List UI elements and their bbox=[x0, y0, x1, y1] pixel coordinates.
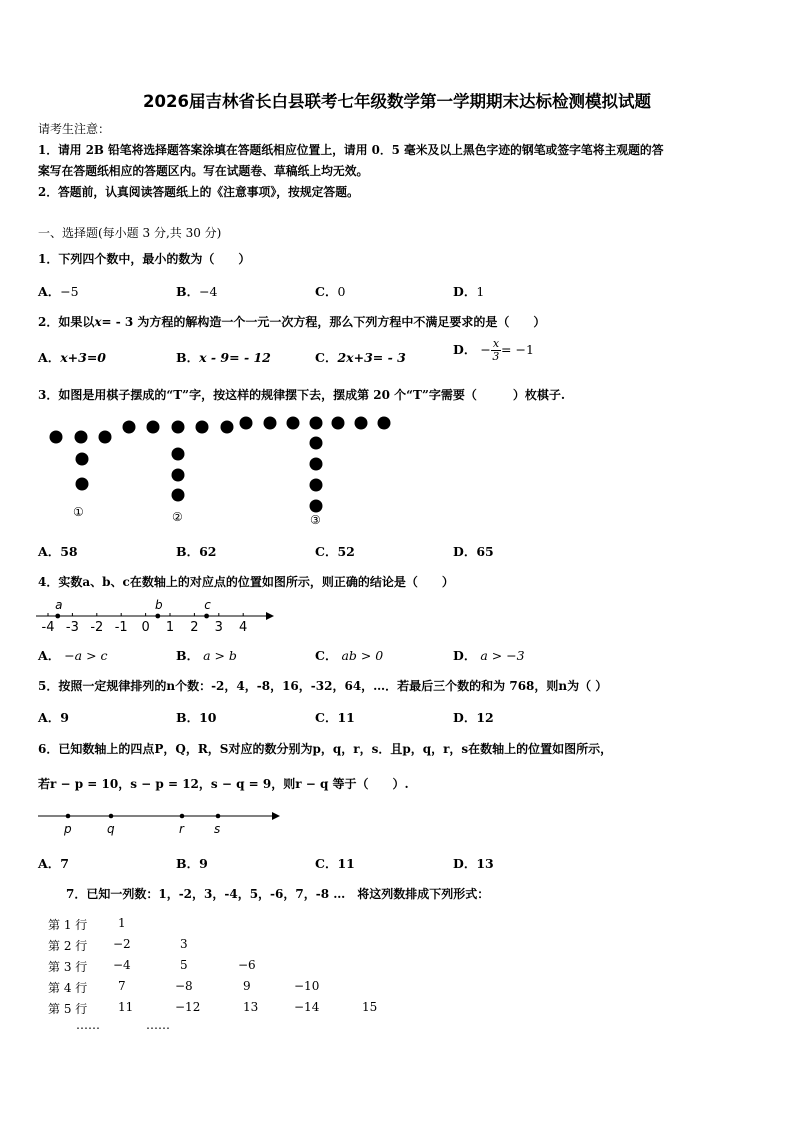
tick-label: 2 bbox=[190, 620, 199, 635]
chess-piece bbox=[147, 421, 160, 434]
point-s bbox=[216, 814, 221, 819]
label-q: q bbox=[107, 822, 115, 836]
chess-piece bbox=[332, 417, 345, 430]
row-label-2: 第 2 行 bbox=[48, 939, 88, 953]
point-r bbox=[180, 814, 185, 819]
ellipsis: …… bbox=[146, 1018, 170, 1032]
chess-piece bbox=[378, 417, 391, 430]
label-c: c bbox=[204, 598, 211, 612]
chess-pieces bbox=[50, 417, 391, 513]
chess-piece bbox=[310, 437, 323, 450]
table-cell: 1 bbox=[118, 916, 126, 930]
q4-option-d: D． a > −3 bbox=[453, 648, 525, 663]
t-pattern-figure bbox=[40, 408, 400, 530]
chess-piece bbox=[310, 479, 323, 492]
point-q bbox=[109, 814, 114, 819]
q3-option-b: B．62 bbox=[176, 544, 217, 559]
chess-piece bbox=[264, 417, 277, 430]
table-cell: 13 bbox=[243, 1000, 259, 1014]
point-a bbox=[55, 614, 60, 619]
chess-piece bbox=[355, 417, 368, 430]
chess-piece bbox=[172, 421, 185, 434]
axis-points bbox=[55, 598, 211, 618]
q2-option-c: C．2x+3= - 3 bbox=[315, 350, 406, 365]
question-5-stem: 5．按照一定规律排列的n个数：-2，4，-8，16，-32，64，…．若最后三个数的和为 768，则n为（ ） bbox=[38, 679, 608, 693]
question-2-stem: 2．如果以x= - 3 为方程的解构造一个一元一次方程，那么下列方程中不满足要求的是（ ） bbox=[38, 315, 546, 329]
q1-option-c: C．0 bbox=[315, 284, 346, 299]
question-1-stem: 1．下列四个数中，最小的数为（ ） bbox=[38, 252, 251, 266]
chess-piece bbox=[172, 469, 185, 482]
chess-piece bbox=[310, 500, 323, 513]
label-a: a bbox=[55, 598, 63, 612]
q6-option-b: B．9 bbox=[176, 856, 208, 871]
table-cell: −6 bbox=[238, 958, 256, 972]
notice-line-2: 2．答题前，认真阅读答题纸上的《注意事项》，按规定答题。 bbox=[38, 185, 359, 199]
q2-option-d: D． − $\frac{x}{3}$ = −1 bbox=[453, 337, 534, 363]
q1-option-a: A．−5 bbox=[38, 284, 79, 299]
q2-option-a: A．x+3=0 bbox=[38, 350, 106, 365]
chess-piece bbox=[172, 448, 185, 461]
q6-option-d: D．13 bbox=[453, 856, 494, 871]
q1-option-d: D．1 bbox=[453, 284, 485, 299]
q5-option-d: D．12 bbox=[453, 710, 494, 725]
point-p bbox=[66, 814, 71, 819]
q3-option-a: A．58 bbox=[38, 544, 78, 559]
question-6-stem-1: 6．已知数轴上的四点P，Q，R，S对应的数分别为p，q，r，s．且p，q，r，s在数轴上的位置如图所示， bbox=[38, 742, 613, 756]
ellipsis: …… bbox=[76, 1018, 100, 1032]
row-label-1: 第 1 行 bbox=[48, 918, 88, 932]
row-label-3: 第 3 行 bbox=[48, 960, 88, 974]
table-cell: −4 bbox=[113, 958, 131, 972]
chess-piece bbox=[76, 453, 89, 466]
q5-option-c: C．11 bbox=[315, 710, 355, 725]
table-cell: 5 bbox=[180, 958, 188, 972]
arrow-icon bbox=[266, 612, 274, 620]
point-b bbox=[155, 614, 160, 619]
table-cell: −8 bbox=[175, 979, 193, 993]
table-cell: −12 bbox=[175, 1000, 201, 1014]
tick-label: 1 bbox=[165, 620, 175, 635]
section-heading: 一、选择题(每小题 3 分,共 30 分) bbox=[38, 226, 222, 240]
tick-label: 3 bbox=[214, 620, 223, 635]
question-4-stem: 4．实数a、b、c在数轴上的对应点的位置如图所示，则正确的结论是（ ） bbox=[38, 575, 454, 589]
notice-line-1a: 1．请用 2B 铅笔将选择题答案涂填在答题纸相应位置上，请用 0．5 毫米及以上黑色字迹的钢笔或签字笔将主观题的答 bbox=[38, 143, 664, 157]
chess-piece bbox=[310, 417, 323, 430]
q5-option-a: A．9 bbox=[38, 710, 69, 725]
figure-label-2: ② bbox=[172, 510, 183, 524]
question-3-stem: 3．如图是用棋子摆成的“T”字，按这样的规律摆下去，摆成第 20 个“T”字需要（ ）枚棋子. bbox=[38, 388, 566, 402]
table-cell: −10 bbox=[294, 979, 320, 993]
row-label-5: 第 5 行 bbox=[48, 1002, 88, 1016]
table-cell: 11 bbox=[118, 1000, 134, 1014]
q6-option-a: A．7 bbox=[38, 856, 69, 871]
chess-piece bbox=[76, 478, 89, 491]
tick-label: -4 bbox=[41, 620, 55, 635]
tick-label: 4 bbox=[239, 620, 248, 635]
q3-option-d: D．65 bbox=[453, 544, 494, 559]
label-s: s bbox=[214, 822, 221, 836]
q5-option-b: B．10 bbox=[176, 710, 217, 725]
chess-piece bbox=[99, 431, 112, 444]
table-cell: −2 bbox=[113, 937, 131, 951]
chess-piece bbox=[123, 421, 136, 434]
tick-label: 0 bbox=[141, 620, 150, 635]
point-c bbox=[204, 614, 209, 619]
chess-piece bbox=[287, 417, 300, 430]
chess-piece bbox=[75, 431, 88, 444]
table-cell: 9 bbox=[243, 979, 251, 993]
label-r: r bbox=[179, 822, 184, 836]
question-7-stem: 7．已知一列数：1，-2，3，-4，5，-6，7，-8 … 将这列数排成下列形式： bbox=[66, 887, 490, 901]
page-title: 2026届吉林省长白县联考七年级数学第一学期期末达标检测模拟试题 bbox=[143, 92, 651, 111]
chess-piece bbox=[310, 458, 323, 471]
tick-label: -3 bbox=[65, 620, 79, 635]
arrow-icon bbox=[272, 812, 280, 820]
q3-option-c: C．52 bbox=[315, 544, 355, 559]
chess-piece bbox=[240, 417, 253, 430]
chess-piece bbox=[196, 421, 209, 434]
chess-piece bbox=[172, 489, 185, 502]
table-cell: −14 bbox=[294, 1000, 320, 1014]
fraction: $\frac{x}{3}$ bbox=[492, 337, 500, 363]
tick-label: -1 bbox=[114, 620, 128, 635]
tick-label: -2 bbox=[90, 620, 104, 635]
chess-piece bbox=[50, 431, 63, 444]
notice-heading: 请考生注意： bbox=[38, 122, 111, 136]
q1-option-b: B．−4 bbox=[176, 284, 218, 299]
row-label-4: 第 4 行 bbox=[48, 981, 88, 995]
chess-piece bbox=[221, 421, 234, 434]
figure-label-1: ① bbox=[73, 505, 84, 519]
table-cell: 3 bbox=[180, 937, 188, 951]
q4-option-b: B． a > b bbox=[176, 648, 237, 663]
notice-line-1b: 案写在答题纸相应的答题区内。写在试题卷、草稿纸上均无效。 bbox=[38, 164, 369, 178]
label-b: b bbox=[154, 598, 163, 612]
q4-option-a: A． −a > c bbox=[38, 648, 108, 663]
question-6-stem-2: 若r − p = 10，s − p = 12，s − q = 9，则r − q 等于（ ）. bbox=[38, 777, 409, 791]
table-cell: 15 bbox=[362, 1000, 378, 1014]
figure-label-3: ③ bbox=[310, 513, 321, 527]
q6-option-c: C．11 bbox=[315, 856, 355, 871]
number-line-abc bbox=[30, 594, 280, 636]
table-cell: 7 bbox=[118, 979, 126, 993]
q2-option-b: B．x - 9= - 12 bbox=[176, 350, 271, 365]
q4-option-c: C． ab > 0 bbox=[315, 648, 384, 663]
number-line-pqrs bbox=[34, 806, 286, 840]
label-p: p bbox=[64, 822, 72, 836]
